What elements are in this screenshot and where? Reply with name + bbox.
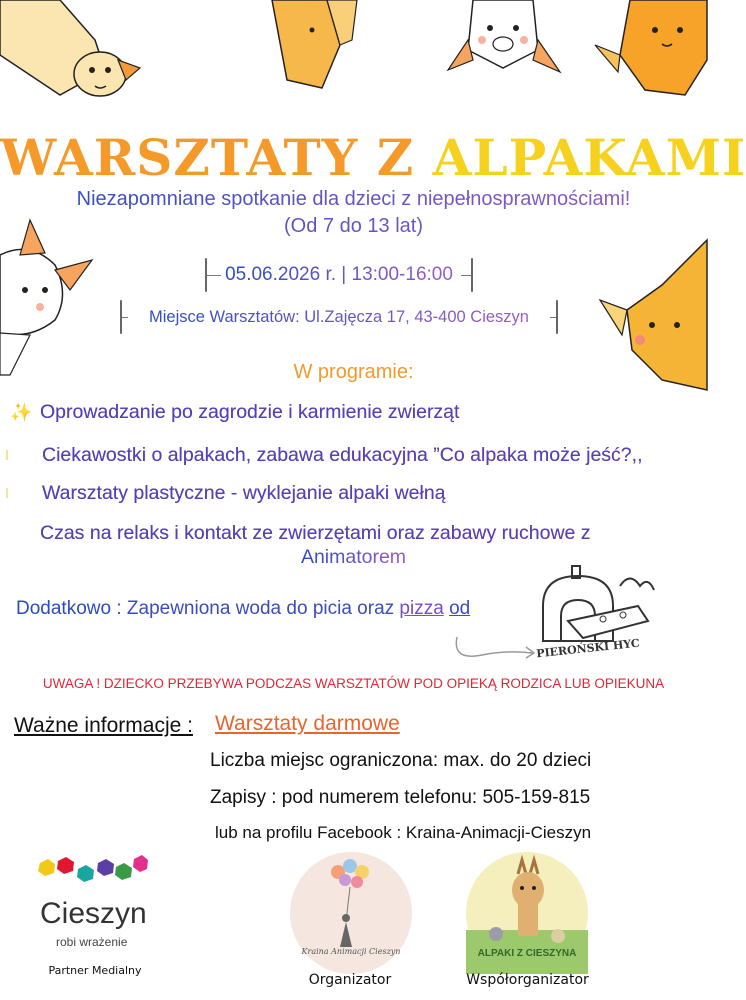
pizzeria-logo: [528, 566, 668, 666]
program-item: Oprowadzanie po zagrodzie i karmienie zwierząt: [40, 401, 460, 423]
pizza-link[interactable]: pizza: [399, 598, 444, 619]
warning-text: UWAGA ! DZIECKO PRZEBYWA PODCZAS WARSZTATÓW POD OPIEKĄ RODZICA LUB OPIEKUNA: [42, 676, 665, 691]
title-part1: WARSZTATY Z: [0, 128, 415, 187]
phone-signup: Zapisy : pod numerem telefonu: 505-159-815: [210, 787, 591, 808]
cieszyn-hexagons-icon: [28, 855, 148, 900]
date-time-frame: [205, 260, 473, 290]
subtitle-line2: (Od 7 do 13 lat): [0, 215, 707, 238]
cieszyn-logo: [28, 855, 158, 965]
place: Miejsce Warsztatów: Ul.Zajęcza 17, 43-400 Cieszyn: [149, 307, 529, 326]
city-name: Cieszyn: [40, 897, 147, 930]
title-part2: ALPAKAMI: [432, 128, 746, 187]
extra-label: Dodatkowo :: [16, 598, 122, 619]
program-item: Ciekawostki o alpakach, zabawa edukacyjna ”Co alpaka może jeść?,,: [42, 444, 643, 466]
free-workshops: Warsztaty darmowe: [215, 712, 400, 735]
coorganizer-caption: Współorganizator: [466, 972, 589, 988]
city-slogan: robi wrażenie: [56, 935, 128, 949]
alpaca-top-right-illustration: [590, 0, 707, 105]
program-heading: W programie:: [293, 361, 414, 383]
coorganizer-logo-text: ALPAKI Z CIESZYNA: [477, 948, 577, 959]
sparkle-icon: ✨: [10, 402, 33, 422]
od-link[interactable]: od: [449, 598, 471, 619]
subtitle-line1: Niezapomniane spotkanie dla dzieci z niepełnosprawnościami!: [0, 188, 707, 211]
bullet-marker-icon: [6, 488, 8, 498]
seats-limit: Liczba miejsc ograniczona: max. do 20 dzieci: [210, 750, 592, 771]
alpaca-top-left-illustration: [0, 0, 150, 110]
pizzeria-name: PIEROŃSKI HYC: [535, 636, 641, 661]
alpaca-top-white-illustration: [438, 0, 568, 100]
extra-line: [16, 598, 470, 620]
facebook-signup: lub na profilu Facebook : Kraina-Animacji-Cieszyn: [215, 823, 592, 842]
date-time: 05.06.2026 r. | 13:00-16:00: [225, 264, 453, 285]
program-item-continuation: Animatorem: [300, 546, 407, 568]
program-item: Warsztaty plastyczne - wyklejanie alpaki wełną: [42, 482, 446, 504]
alpaca-left-illustration: [0, 215, 100, 375]
extra-text: Zapewniona woda do picia oraz: [126, 598, 395, 619]
organizer-logo-text: Kraina Animacji Cieszyn: [301, 947, 401, 956]
bullet-marker-icon: [6, 450, 8, 460]
program-item: Czas na relaks i kontakt ze zwierzętami oraz zabawy ruchowe z: [40, 522, 591, 544]
media-partner-caption: Partner Medialny: [48, 964, 142, 977]
alpaca-top-center-illustration: [252, 0, 382, 95]
place-frame: [120, 302, 558, 332]
coorganizer-logo: [466, 852, 588, 974]
organizer-caption: Organizator: [308, 972, 392, 988]
info-label: Ważne informacje :: [14, 714, 193, 737]
pizza-oven-icon: [528, 566, 668, 646]
organizer-logo: [290, 852, 412, 974]
poster-title: [0, 128, 746, 187]
